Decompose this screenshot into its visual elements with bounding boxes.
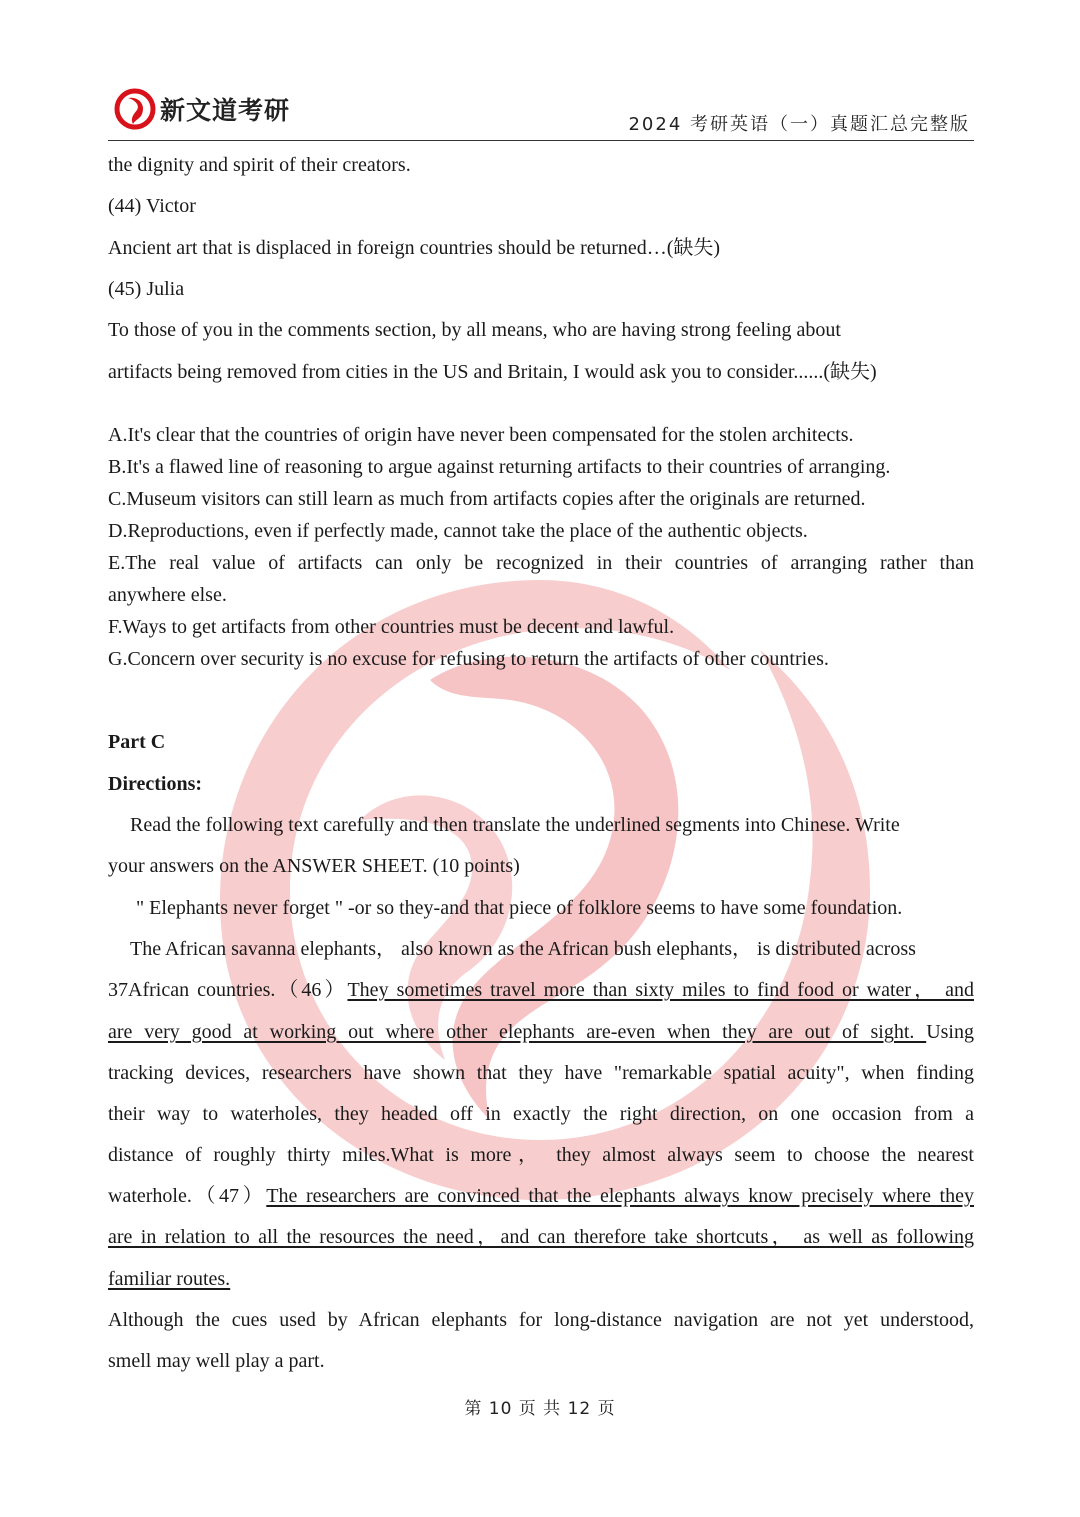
section-label-44: (44) Victor	[108, 195, 196, 217]
page-number: 第 10 页 共 12 页	[464, 1399, 616, 1419]
text-line: the dignity and spirit of their creators.	[108, 154, 411, 176]
option-g: G.Concern over security is no excuse for refusing to return the artifacts of other countries.	[108, 648, 829, 670]
underlined-segment-47: are in relation to all the resources the need，and can therefore take shortcuts， as well as following	[108, 1226, 974, 1248]
option-e-cont: anywhere else.	[108, 584, 227, 606]
passage-line	[108, 1183, 974, 1209]
section-label-45: (45) Julia	[108, 278, 185, 300]
text-line: artifacts being removed from cities in the US and Britain, I would ask you to consider......(缺失)	[108, 361, 877, 383]
passage-line: their way to waterholes, they headed off in exactly the right direction, on one occasion from a	[108, 1103, 974, 1125]
underlined-segment-46: They sometimes travel more than sixty miles to find food or water， and	[347, 979, 974, 1001]
passage-line: The African savanna elephants， also known as the African bush elephants， is distributed across	[130, 938, 916, 960]
passage-line	[108, 1266, 974, 1292]
text-line: To those of you in the comments section, by all means, who are having strong feeling about	[108, 319, 841, 341]
underlined-segment-46: are very good at working out where other elephants are-even when they are out of sight.	[108, 1021, 927, 1043]
directions-text: your answers on the ANSWER SHEET. (10 points)	[108, 855, 520, 877]
document-title: 2024 考研英语（一）真题汇总完整版	[628, 114, 970, 135]
option-e: E.The real value of artifacts can only be recognized in their countries of arranging rather than	[108, 552, 974, 574]
option-d: D.Reproductions, even if perfectly made, cannot take the place of the authentic objects.	[108, 520, 808, 542]
passage-line: smell may well play a part.	[108, 1350, 325, 1372]
brand-logo	[114, 88, 290, 130]
option-f: F.Ways to get artifacts from other countries must be decent and lawful.	[108, 616, 675, 638]
passage-line: distance of roughly thirty miles.What is more， they almost always seem to choose the nearest	[108, 1144, 974, 1166]
passage-text: 37African countries.（46）	[108, 979, 348, 1001]
passage-line: " Elephants never forget " -or so they-and that piece of folklore seems to have some foundation.	[136, 897, 903, 919]
passage-line: Although the cues used by African elephants for long-distance navigation are not yet understood,	[108, 1309, 974, 1331]
brand-name: 新文道考研	[160, 96, 291, 125]
brand-logo-icon	[114, 88, 156, 130]
underlined-segment-47: The researchers are convinced that the elephants always know precisely where they	[266, 1185, 974, 1207]
directions-text: Read the following text carefully and then translate the underlined segments into Chinese. Write	[130, 814, 900, 836]
passage-line	[108, 977, 974, 1003]
passage-line	[108, 1019, 974, 1045]
part-c-title: Part C	[108, 731, 166, 753]
passage-text: Using	[926, 1021, 974, 1043]
directions-label: Directions:	[108, 773, 203, 795]
page-header	[108, 86, 974, 141]
option-b: B.It's a flawed line of reasoning to argue against returning artifacts to their countries of arranging.	[108, 456, 891, 478]
option-c: C.Museum visitors can still learn as much from artifacts copies after the originals are returned.	[108, 488, 866, 510]
option-a: A.It's clear that the countries of origin have never been compensated for the stolen architects.	[108, 424, 854, 446]
passage-line: tracking devices, researchers have shown that they have "remarkable spatial acuity", when finding	[108, 1062, 974, 1084]
underlined-segment-47: familiar routes.	[108, 1268, 231, 1290]
text-line: Ancient art that is displaced in foreign countries should be returned…(缺失)	[108, 237, 721, 259]
passage-text: waterhole.（47）	[108, 1185, 267, 1207]
